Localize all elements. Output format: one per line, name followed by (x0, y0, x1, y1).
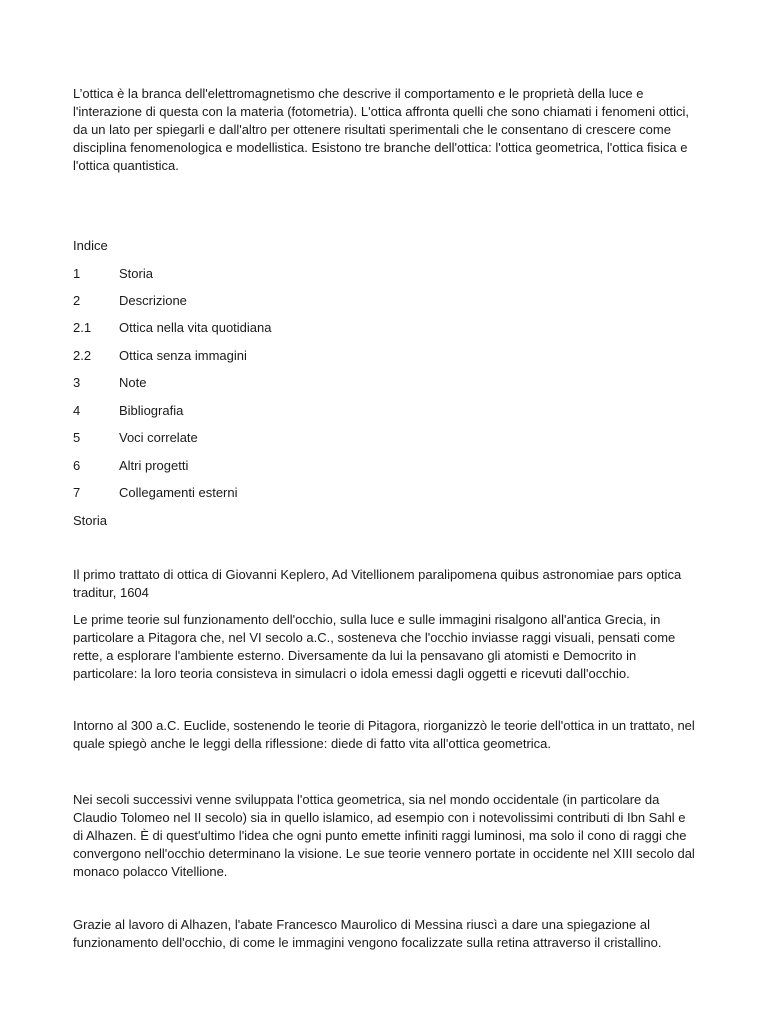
toc-number: 2.1 (73, 320, 92, 335)
body-paragraph: Grazie al lavoro di Alhazen, l'abate Francesco Maurolico di Messina riuscì a dare una spiegazione al funzionamento dell'occhio, di come le immagini vengono focalizzate sulla retina attraverso il cristallino. (73, 917, 662, 950)
figure-caption-paragraph: Il primo trattato di ottica di Giovanni Keplero, Ad Vitellionem paralipomena quibus astronomiae pars optica traditur, 1604 (73, 567, 682, 600)
toc-label: Voci correlate (119, 430, 198, 445)
toc-label: Bibliografia (119, 403, 184, 418)
toc-label: Ottica senza immagini (119, 348, 247, 363)
body-paragraph: Intorno al 300 a.C. Euclide, sostenendo le teorie di Pitagora, riorganizzò le teorie dell'ottica in un trattato, nel quale spiegò anche le leggi della riflessione: diede di fatto vita all'ottica geometrica. (73, 718, 695, 751)
index-heading: Indice (73, 238, 108, 253)
toc-item (73, 374, 473, 392)
toc-item (73, 347, 473, 365)
toc-number: 3 (73, 375, 81, 390)
toc-item (73, 429, 473, 447)
section-heading: Storia (73, 513, 107, 528)
toc-item (73, 292, 473, 310)
toc-number: 2.2 (73, 348, 92, 363)
body-paragraph: Nei secoli successivi venne sviluppata l'ottica geometrica, sia nel mondo occidentale (in particolare da Claudio Tolomeo nel II secolo) sia in quello islamico, ad esempio con i notevolissimi contributi di Ibn Sahl e di Alhazen. È di quest'ultimo l'idea che ogni punto emette infiniti raggi luminosi, ma solo il cono di raggi che convergono nell'occhio determinano la visione. Le sue teorie vennero portate in occidente nel XIII secolo dal monaco polacco Vitellione. (73, 792, 695, 879)
toc-label: Storia (119, 266, 153, 281)
toc-item (73, 402, 473, 420)
toc-label: Altri progetti (119, 458, 189, 473)
toc-label: Descrizione (119, 293, 187, 308)
toc-item (73, 265, 473, 283)
toc-label: Collegamenti esterni (119, 485, 238, 500)
toc-number: 4 (73, 403, 81, 418)
toc-number: 6 (73, 458, 81, 473)
body-paragraph: Le prime teorie sul funzionamento dell'occhio, sulla luce e sulle immagini risalgono all'antica Grecia, in particolare a Pitagora che, nel VI secolo a.C., sosteneva che l'occhio inviasse raggi visuali, pensati come rette, a esplorare l'ambiente esterno. Diversamente da lui la pensavano gli atomisti e Democrito in particolare: la loro teoria consisteva in simulacri o idola emessi dagli oggetti e ricevuti dall'occhio. (73, 612, 676, 681)
toc-label: Ottica nella vita quotidiana (119, 320, 272, 335)
toc-item (73, 319, 473, 337)
toc-number: 1 (73, 266, 81, 281)
toc-number: 7 (73, 485, 81, 500)
toc-number: 2 (73, 293, 81, 308)
toc-item (73, 484, 473, 502)
toc-number: 5 (73, 430, 81, 445)
toc-item (73, 457, 473, 475)
toc-label: Note (119, 375, 147, 390)
intro-paragraph: L’ottica è la branca dell'elettromagnetismo che descrive il comportamento e le proprietà della luce e l'interazione di questa con la materia (fotometria). L'ottica affronta quelli che sono chiamati i fenomeni ottici, da un lato per spiegarli e dall'altro per ottenere risultati sperimentali che le consentano di crescere come disciplina fenomenologica e modellistica. Esistono tre branche dell'ottica: l'ottica geometrica, l'ottica fisica e l'ottica quantistica. (73, 86, 690, 173)
